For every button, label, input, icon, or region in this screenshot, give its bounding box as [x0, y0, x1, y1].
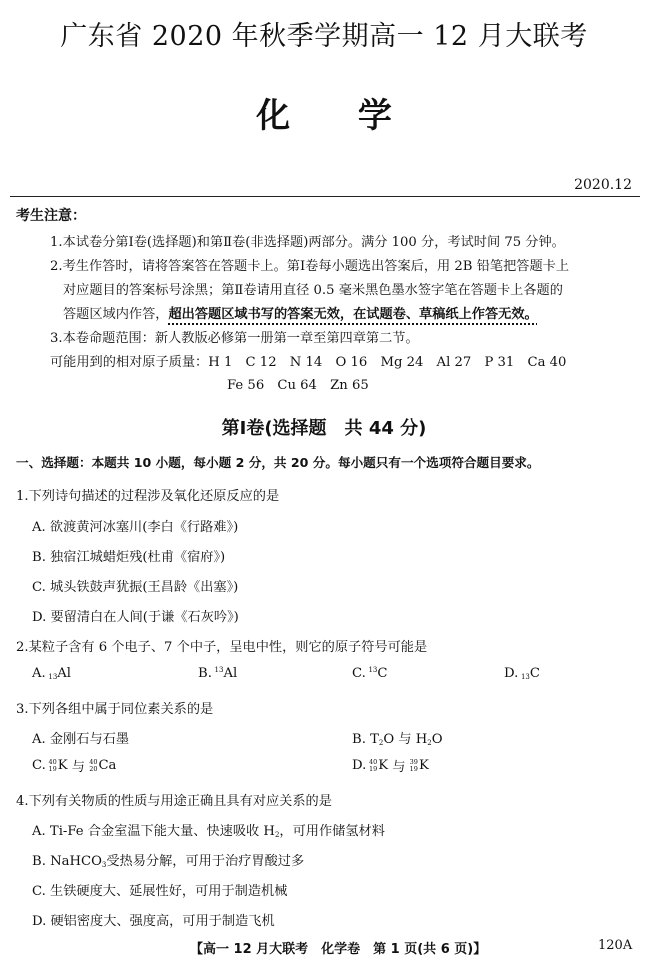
q2-c-label: C.: [352, 666, 366, 681]
paper-code: 120A: [598, 938, 633, 953]
q2-c-mass-number: 13: [368, 666, 378, 674]
q4-a-text-end: ，可用作储氢材料: [279, 824, 385, 839]
q3-option-a: A. 金刚石与石墨: [32, 732, 130, 747]
q2-a-element: Al: [57, 666, 72, 681]
q4-b-text-end: 受热易分解，可用于治疗胃酸过多: [106, 854, 305, 869]
q3-b-subscript: 2: [378, 739, 384, 747]
q3-d-label: D.: [352, 758, 367, 773]
exam-date: 2020.12: [574, 177, 632, 193]
page-footer: 【高一 12 月大联考 化学卷 第 1 页(共 6 页)】: [190, 942, 487, 957]
section-instruction: 一、选择题：本题共 10 小题，每小题 2 分，共 20 分。每小题只有一个选项符合题目要求。: [16, 455, 540, 470]
q3-c-nuclide-2-numbers: 40 20: [89, 757, 98, 773]
q3-c-element-1: K: [57, 758, 68, 773]
subject-title: 化 学: [256, 96, 392, 136]
q1-stem: 1.下列诗句描述的过程涉及氧化还原反应的是: [16, 489, 280, 504]
q2-stem: 2.某粒子含有 6 个电子、7 个中子，呈电中性，则它的原子符号可能是: [16, 640, 428, 655]
q2-d-label: D.: [504, 666, 519, 681]
q4-option-b: [32, 850, 304, 869]
q4-a-subscript: 2: [274, 831, 280, 839]
q1-option-a: A. 欲渡黄河冰塞川(李白《行路难》): [32, 520, 239, 535]
q2-b-label: B.: [198, 666, 212, 681]
q4-b-subscript: 3: [101, 861, 107, 869]
atomic-masses-line-2: Fe 56 Cu 64 Zn 65: [227, 378, 369, 393]
q1-option-d: D. 要留清白在人间(于谦《石灰吟》): [32, 610, 239, 625]
q2-option-d: [504, 666, 540, 681]
q2-option-b: [198, 666, 237, 681]
q3-d-nuclide-2-numbers: 39 19: [409, 757, 418, 773]
q2-option-a: [32, 666, 71, 681]
section-title: 第Ⅰ卷(选择题 共 44 分): [221, 418, 427, 439]
q2-c-element: C: [377, 666, 388, 681]
q3-b-subscript-2: 2: [427, 739, 432, 747]
q3-option-b: [352, 728, 443, 747]
q3-b-middle: O 与 H: [383, 732, 428, 747]
q3-b-end: O: [431, 732, 443, 747]
q2-option-c: [352, 666, 387, 681]
notice-item-2-emphasis: 超出答题区域书写的答案无效，在试题卷、草稿纸上作答无效。: [168, 307, 538, 322]
header-rule: [10, 196, 640, 197]
atomic-masses-line-1: 可能用到的相对原子质量：H 1 C 12 N 14 O 16 Mg 24 Al 27 P 31 Ca 40: [50, 355, 567, 370]
q2-a-label: A.: [32, 666, 46, 681]
q3-stem: 3.下列各组中属于同位素关系的是: [16, 702, 214, 717]
notice-item-1: 1.本试卷分第Ⅰ卷(选择题)和第Ⅱ卷(非选择题)两部分。满分 100 分，考试时间 75 分钟。: [50, 235, 565, 250]
q3-b-label: B. T: [352, 732, 379, 747]
notice-item-2-line-1: 2.考生作答时，请将答案答在答题卡上。第Ⅰ卷每小题选出答案后，用 2B 铅笔把答题卡上: [50, 259, 570, 274]
q3-d-element-1: K: [378, 758, 389, 773]
q3-c-element-2: Ca: [98, 758, 117, 773]
q3-c-nuclide-1-numbers: 40 19: [48, 757, 57, 773]
q3-d-and: 与: [392, 760, 406, 775]
q3-c-and: 与: [71, 760, 85, 775]
notice-heading: 考生注意：: [16, 208, 86, 224]
q2-d-atomic-number: 13: [520, 673, 530, 681]
q1-option-b: B. 独宿江城蜡炬残(杜甫《宿府》): [32, 550, 226, 565]
q3-d-nuclide-1-numbers: 40 19: [368, 757, 378, 773]
q2-d-element: C: [529, 666, 540, 681]
q2-a-atomic-number: 13: [48, 673, 58, 681]
q2-b-mass-number: 13: [214, 666, 224, 674]
notice-item-2-line-2: 对应题目的答案标号涂黑；第Ⅱ卷请用直径 0.5 毫米黑色墨水签字笔在答题卡上各题的: [63, 283, 563, 298]
exam-title: 广东省 2020 年秋季学期高一 12 月大联考: [60, 21, 588, 52]
q3-option-c: [32, 756, 116, 775]
q1-option-c: C. 城头铁鼓声犹振(王昌龄《出塞》): [32, 580, 239, 595]
q2-b-element: Al: [223, 666, 238, 681]
notice-item-2-plain: 答题区域内作答，: [63, 307, 169, 322]
q4-a-text: A. Ti-Fe 合金室温下能大量、快速吸收 H: [32, 824, 275, 839]
q4-option-c: C. 生铁硬度大、延展性好，可用于制造机械: [32, 884, 288, 899]
notice-item-3: 3.本卷命题范围：新人教版必修第一册第一章至第四章第二节。: [50, 331, 419, 346]
q4-stem: 4.下列有关物质的性质与用途正确且具有对应关系的是: [16, 794, 332, 809]
q4-option-a: [32, 820, 385, 839]
notice-item-2-line-3: [63, 303, 538, 322]
q4-option-d: D. 硬铝密度大、强度高，可用于制造飞机: [32, 914, 275, 929]
q3-c-label: C.: [32, 758, 46, 773]
q3-option-d: [352, 756, 429, 775]
q3-d-element-2: K: [418, 758, 429, 773]
q4-b-text: B. NaHCO: [32, 854, 102, 869]
